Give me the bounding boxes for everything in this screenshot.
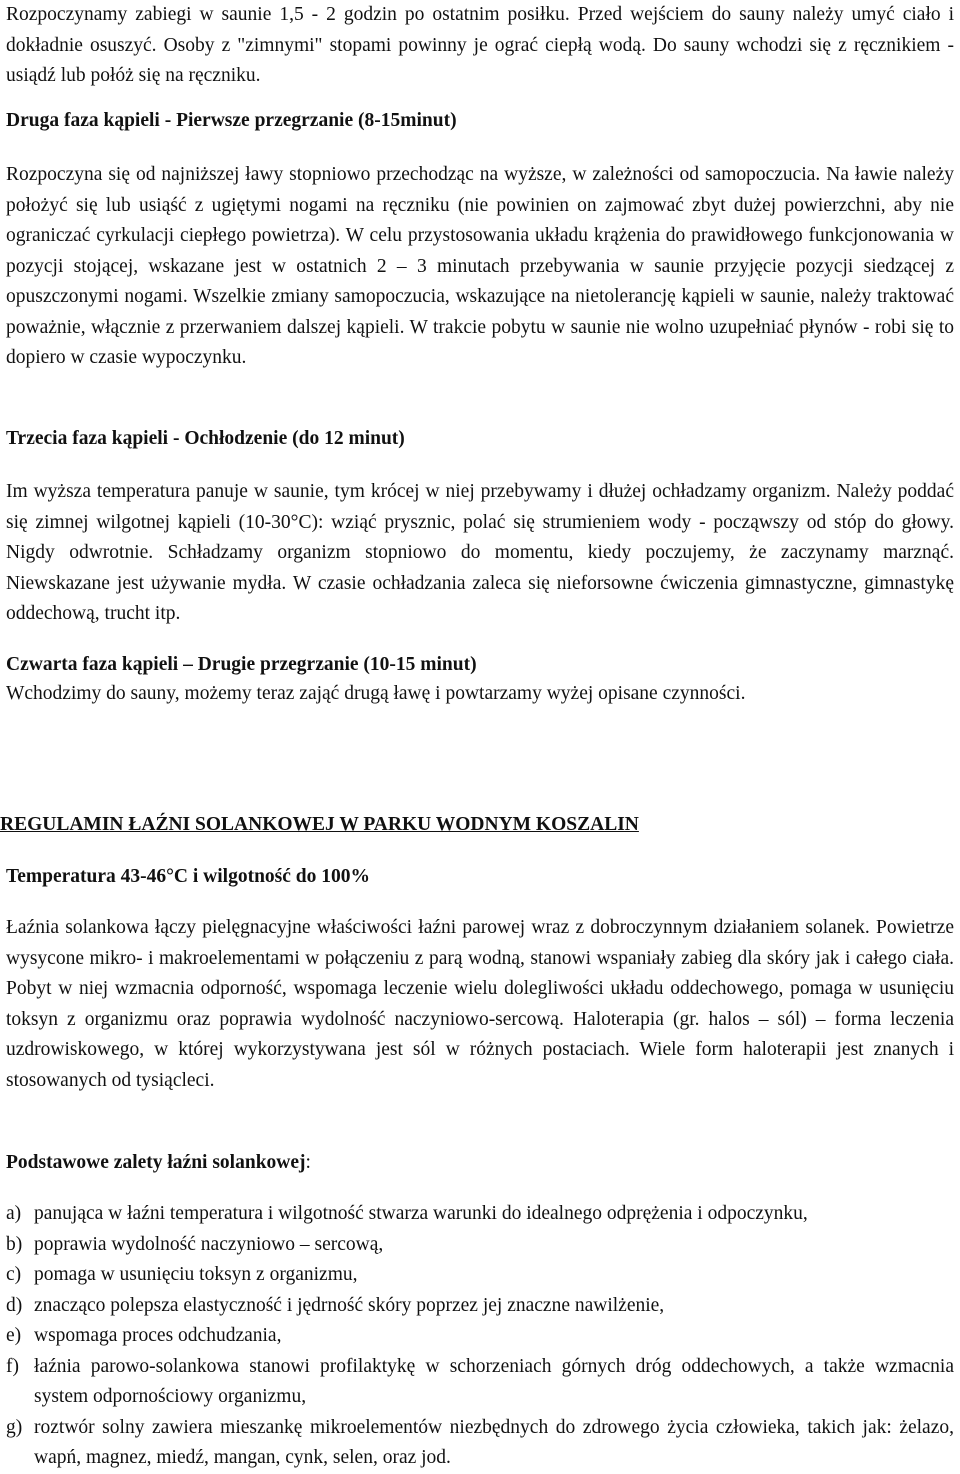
list-item-text: roztwór solny zawiera mieszankę mikroelementów niezbędnych do zdrowego życia człowieka, takich jak: żelazo, wapń, magnez, miedź, mangan, cynk, selen, oraz jod.: [34, 1416, 954, 1468]
phase4-heading: Czwarta faza kąpieli – Drugie przegrzanie (10-15 minut): [6, 654, 477, 675]
list-item-marker: a): [6, 1203, 22, 1224]
intro-paragraph: Rozpoczynamy zabiegi w saunie 1,5 - 2 godzin po ostatnim posiłku. Przed wejściem do sauny należy umyć ciało i dokładnie osuszyć. Osoby z "zimnymi" stopami powinny je ograć ciepłą wodą. Do sauny wchodzi się z ręcznikiem - usiądź lub połóż się na ręczniku.: [6, 4, 954, 86]
list-item-text: panująca w łaźni temperatura i wilgotność stwarza warunki do idealnego odprężenia i odpoczynku,: [34, 1203, 808, 1224]
list-item: [6, 1230, 954, 1261]
phase2-heading: Druga faza kąpieli - Pierwsze przegrzanie (8-15minut): [6, 110, 457, 131]
list-item-marker: e): [6, 1325, 22, 1346]
list-item-text: wspomaga proces odchudzania,: [34, 1325, 282, 1346]
list-item-text: łaźnia parowo-solankowa stanowi profilaktykę w schorzeniach górnych dróg oddechowych, a także wzmacnia system odpornościowy organizmu,: [34, 1355, 954, 1407]
list-item: [6, 1260, 954, 1291]
list-item-text: poprawia wydolność naczyniowo – sercową,: [34, 1233, 384, 1255]
advantages-list: [6, 1199, 954, 1474]
regulamin-title: REGULAMIN ŁAŹNI SOLANKOWEJ W PARKU WODNYM KOSZALIN: [0, 814, 639, 835]
list-item-marker: d): [6, 1294, 23, 1316]
list-item-marker: b): [6, 1233, 23, 1255]
list-item: [6, 1321, 954, 1352]
phase4-paragraph: Wchodzimy do sauny, możemy teraz zająć drugą ławę i powtarzamy wyżej opisane czynności.: [6, 683, 746, 704]
list-item: [6, 1352, 954, 1413]
phase3-paragraph: Im wyższa temperatura panuje w saunie, tym krócej w niej przebywamy i dłużej ochładzamy organizm. Należy poddać się zimnej wilgotnej kąpieli (10-30°C): wziąć prysznic, polać się strumieniem wody - począwszy od stóp do głowy. Nigdy odwrotnie. Schładzamy organizm stopniowo do momentu, kiedy poczujemy, że zaczynamy marznąć. Niewskazane jest używanie mydła. W czasie ochładzania zaleca się nieforsowne ćwiczenia gimnastyczne, gimnastykę oddechową, trucht itp.: [6, 481, 954, 624]
regulamin-paragraph: Łaźnia solankowa łączy pielęgnacyjne właściwości łaźni parowej wraz z dobroczynnym działaniem solanek. Powietrze wysycone mikro- i makroelementami w połączeniu z parą wodną, stanowi wspaniały zabieg dla skóry jak i całego ciała. Pobyt w niej wzmacnia odporność, wspomaga leczenie wielu dolegliwości układu oddechowego, pomaga w usunięciu toksyn z organizmu oraz poprawia wydolność naczyniowo-sercową. Haloterapia (gr. halos – sól) – forma leczenia uzdrowiskowego, w której wykorzystywana jest sól w różnych postaciach. Wiele form haloterapii jest znanych i stosowanych od tysiącleci.: [6, 917, 954, 1091]
list-item-text: pomaga w usunięciu toksyn z organizmu,: [34, 1264, 358, 1285]
advantages-heading-line: [6, 1148, 954, 1179]
advantages-colon: :: [305, 1152, 311, 1173]
list-item-marker: c): [6, 1264, 22, 1285]
advantages-heading: Podstawowe zalety łaźni solankowej: [6, 1152, 306, 1173]
list-item-marker: f): [6, 1355, 19, 1377]
list-item: [6, 1199, 954, 1230]
regulamin-subtitle: Temperatura 43-46°C i wilgotność do 100%: [6, 866, 371, 887]
list-item-text: znacząco polepsza elastyczność i jędrność skóry poprzez jej znaczne nawilżenie,: [34, 1294, 665, 1316]
list-item: [6, 1291, 954, 1322]
list-item-marker: g): [6, 1416, 23, 1438]
phase3-heading: Trzecia faza kąpieli - Ochłodzenie (do 12 minut): [6, 428, 405, 449]
phase2-paragraph: Rozpoczyna się od najniższej ławy stopniowo przechodząc na wyższe, w zależności od samopoczucia. Na ławie należy położyć się lub usiąść z ugiętymi nogami na ręczniku (nie powinien on zajmować zbyt dużej powierzchni, aby nie ograniczać cyrkulacji ciepłego powietrza). W celu przystosowania układu krążenia do prawidłowego funkcjonowania w pozycji stojącej, wskazane jest w ostatnich 2 – 3 minutach przebywania w saunie przyjęcie pozycji siedzącej z opuszczonymi nogami. Wszelkie zmiany samopoczucia, wskazujące na nietolerancję kąpieli w saunie, należy traktować poważnie, włącznie z przerwaniem dalszej kąpieli. W trakcie pobytu w saunie nie wolno uzupełniać płynów - robi się to dopiero w czasie wypoczynku.: [6, 164, 954, 368]
list-item: [6, 1413, 954, 1474]
